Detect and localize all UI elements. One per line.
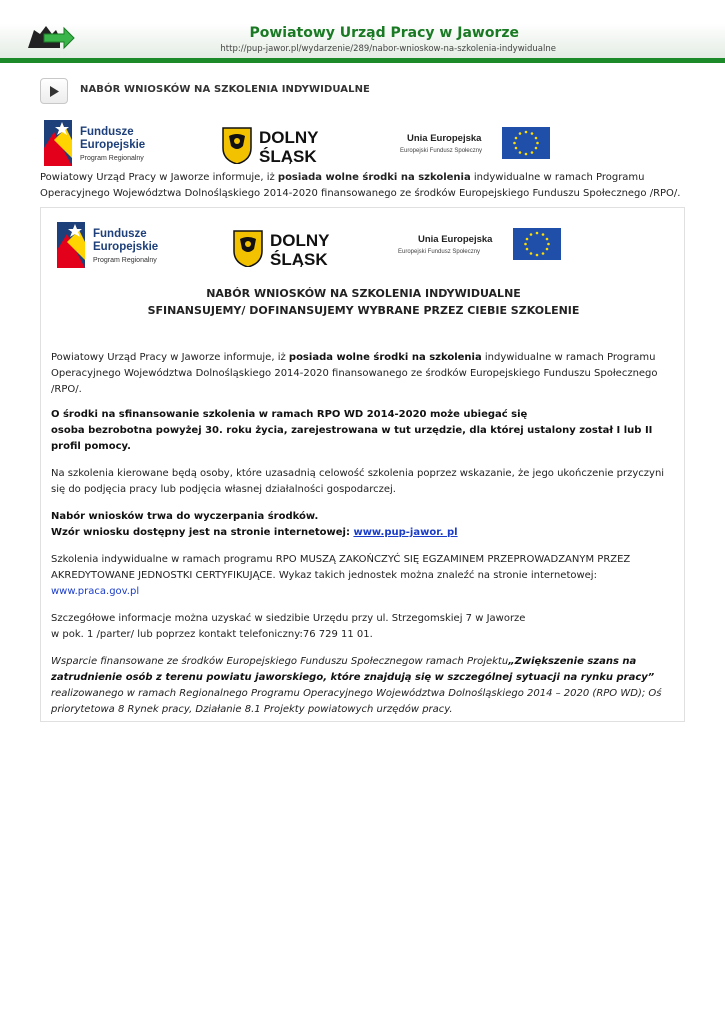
card-p2-line2: osoba bezrobotna powyżej 30. roku życia, zarejestrowana w tut urzędzie, dla której ustalony został I lub II profil pomocy. [51, 425, 653, 452]
card-title-2: SFINANSUJEMY/ DOFINANSUJEMY WYBRANE PRZEZ CIEBIE SZKOLENIE [147, 304, 580, 317]
card-p4-line1: Nabór wniosków trwa do wyczerpania środków. [51, 511, 319, 522]
unia-europejska-logo [395, 126, 555, 160]
card-paragraph-5 [51, 552, 676, 600]
fe-card-line3: Program Regionalny [93, 257, 157, 264]
card-paragraph-1 [51, 350, 676, 398]
card-paragraph-4 [51, 509, 676, 541]
card-p1-bold: posiada wolne środki na szkolenia [288, 352, 482, 363]
ue-card-line1: Unia Europejska [418, 234, 493, 245]
card-p1-a: Powiatowy Urząd Pracy w Jaworze informuje, iż [51, 352, 289, 363]
play-arrow-icon [50, 86, 59, 97]
header-divider [0, 58, 725, 63]
announcement-card [40, 207, 685, 722]
ds-card-line2: ŚLĄSK [270, 250, 328, 267]
dolny-slask-logo-card [232, 227, 342, 267]
ds-line2: ŚLĄSK [259, 147, 317, 164]
card-p7-bold: „Zwiększenie szans na zatrudnienie osób z terenu powiatu jaworskiego, które znajdują się w szczególnej sytuacji na rynku pracy” [51, 656, 655, 683]
card-paragraph-7 [51, 654, 676, 718]
card-p7-c: realizowanego w ramach Regionalnego Programu Operacyjnego Województwa Dolnośląskiego 2014 – 2020 (RPO WD); Oś priorytetowa 8 Rynek pracy, Działanie 8.1 Projekty powiatowych urzędów pracy. [51, 688, 662, 715]
card-p6-line2: w pok. 1 /parter/ lub poprzez kontakt telefoniczny:76 729 11 01. [51, 629, 373, 640]
pup-jawor-link[interactable]: www.pup-jawor. pl [353, 527, 458, 538]
ue-card-line2: Europejski Fundusz Społeczny [398, 249, 481, 255]
intro-text-a: Powiatowy Urząd Pracy w Jaworze informuje, iż [40, 172, 278, 183]
page-header [0, 0, 725, 64]
intro-text-c: indywidualne w ramach Programu Operacyjnego Województwa Dolnośląskiego 2014-2020 finansowanego ze środków Europejskiego Funduszu Społecznego /RPO/. [40, 172, 681, 199]
fe-line1: Fundusze [80, 126, 134, 138]
site-url[interactable]: http://pup-jawor.pl/wydarzenie/289/nabor-wnioskow-na-szkolenia-indywidualne [220, 44, 556, 54]
back-button[interactable] [40, 78, 68, 104]
card-title-1: NABÓR WNIOSKÓW NA SZKOLENIA INDYWIDUALNE [206, 287, 521, 300]
fe-line2: Europejskie [80, 139, 146, 151]
fundusze-europejskie-logo [44, 118, 169, 168]
ds-card-line1: DOLNY [270, 231, 330, 250]
fe-card-line2: Europejskie [93, 241, 159, 253]
card-p1-c: indywidualne w ramach Programu Operacyjnego Województwa Dolnośląskiego 2014-2020 finansowanego ze środków Europejskiego Funduszu Społecznego /RPO/. [51, 352, 658, 395]
fundusze-europejskie-logo-card [57, 220, 182, 270]
card-paragraph-2 [51, 407, 676, 455]
intro-text-bold: posiada wolne środki na szkolenia [277, 172, 471, 183]
ds-line1: DOLNY [259, 128, 319, 147]
card-p6-line1: Szczegółowe informacje można uzyskać w siedzibie Urzędu przy ul. Strzegomskiej 7 w Jaworze [51, 613, 526, 624]
card-p7-a: Wsparcie finansowane ze środków Europejskiego Funduszu Społecznegow ramach Projektu [51, 656, 509, 667]
ue-line1: Unia Europejska [407, 133, 482, 144]
fe-line3: Program Regionalny [80, 155, 144, 162]
fe-card-line1: Fundusze [93, 228, 147, 240]
praca-gov-link[interactable]: www.praca.gov.pl [51, 586, 140, 597]
unia-europejska-logo-card [396, 227, 566, 261]
card-p2-line1: O środki na sfinansowanie szkolenia w ramach RPO WD 2014-2020 może ubiegać się [51, 409, 528, 420]
card-paragraph-3: Na szkolenia kierowane będą osoby, które uzasadnią celowość szkolenia poprzez wskazanie, że jego ukończenie przyczyni się do podjęcia pracy lub podjęcia własnej działalności gospodarczej. [51, 468, 665, 495]
card-p5-text: Szkolenia indywidualne w ramach programu RPO MUSZĄ ZAKOŃCZYĆ SIĘ EGZAMINEM PRZEPROWADZANYM PRZEZ AKREDYTOWANE JEDNOSTKI CERTYFIKUJĄCE. Wykaz takich jednostek można znaleźć na stronie internetowej: [51, 554, 631, 581]
dolny-slask-logo [221, 124, 331, 164]
ue-line2: Europejski Fundusz Społeczny [400, 148, 483, 154]
card-paragraph-6 [51, 611, 676, 643]
site-title: Powiatowy Urząd Pracy w Jaworze [249, 25, 519, 41]
card-p4-line2: Wzór wniosku dostępny jest na stronie internetowej: [51, 527, 354, 538]
page-heading: NABÓR WNIOSKÓW NA SZKOLENIA INDYWIDUALNE [80, 84, 370, 95]
intro-paragraph [40, 170, 685, 202]
